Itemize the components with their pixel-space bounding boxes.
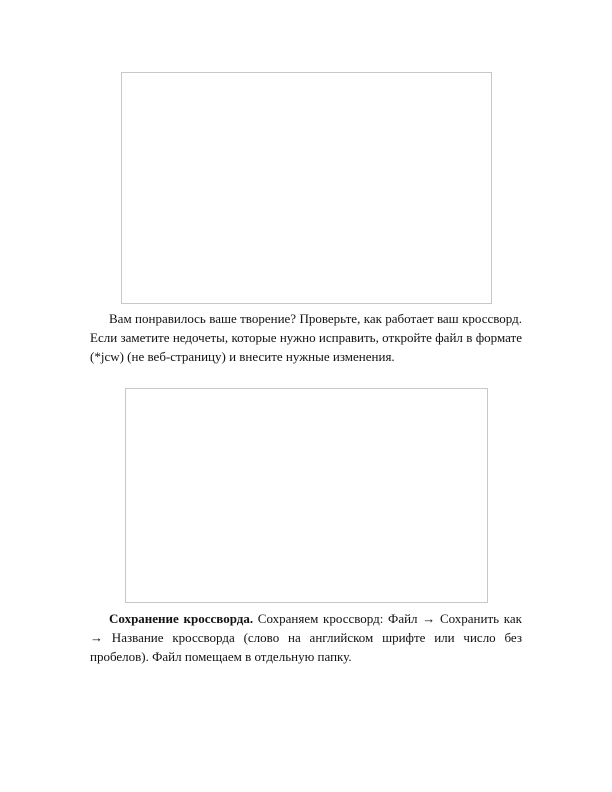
paragraph-text: Вам понравилось ваше творение? Проверьте, как работает ваш кроссворд. Если заметите недочеты, которые нужно исправить, откройте файл в формате (*jcw) (не веб-страницу) и внесите нужные изменения. — [90, 311, 522, 364]
section-heading: Сохранение кроссворда. — [109, 611, 254, 626]
screenshot-image-frame — [121, 72, 492, 304]
save-crossword-paragraph — [90, 609, 522, 666]
screenshot-image-frame — [125, 388, 488, 603]
instruction-paragraph — [90, 309, 522, 366]
paragraph-text: Сохраняем кроссворд: Файл → Сохранить как → Название кроссворда (слово на английском шрифте или число без пробелов). Файл помещаем в отдельную папку. — [90, 611, 522, 664]
